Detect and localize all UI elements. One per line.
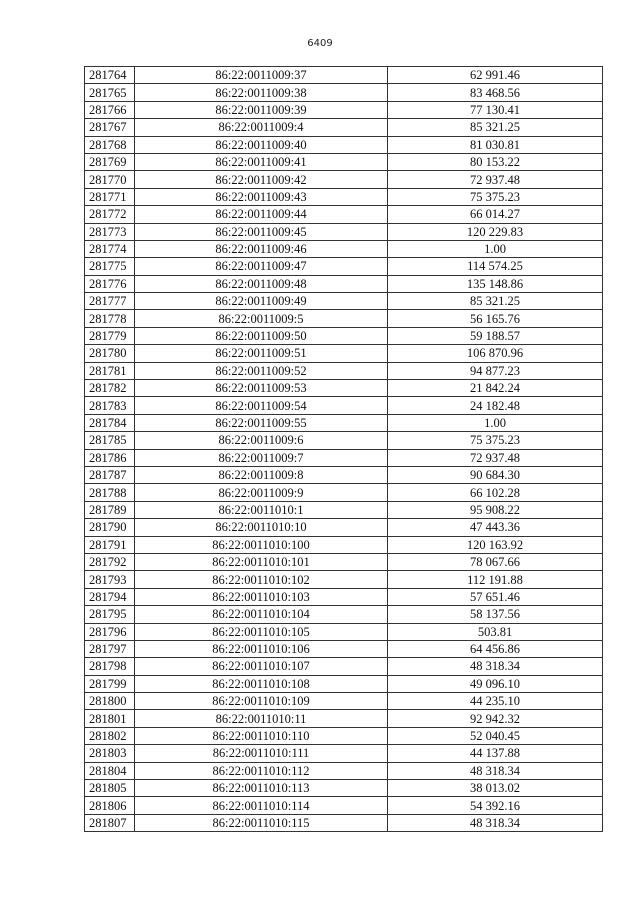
value-cell: 75 375.23 [388,432,603,449]
table-row [85,397,603,414]
cadastral-number-cell: 86:22:0011009:54 [135,397,388,414]
cadastral-number-cell: 86:22:0011010:11 [135,710,388,727]
table-row [85,588,603,605]
record-number-cell: 281788 [85,484,135,501]
record-number-cell: 281784 [85,414,135,431]
table-row [85,571,603,588]
value-cell: 90 684.30 [388,466,603,483]
value-cell: 72 937.48 [388,449,603,466]
table-row [85,67,603,84]
value-cell: 56 165.76 [388,310,603,327]
table-row [85,675,603,692]
record-number-cell: 281797 [85,640,135,657]
cadastral-number-cell: 86:22:0011009:42 [135,171,388,188]
cadastral-number-cell: 86:22:0011009:44 [135,206,388,223]
value-cell: 1.00 [388,240,603,257]
table-row [85,310,603,327]
record-number-cell: 281772 [85,206,135,223]
record-number-cell: 281794 [85,588,135,605]
table-row [85,797,603,814]
record-number-cell: 281767 [85,119,135,136]
record-number-cell: 281801 [85,710,135,727]
table-row [85,258,603,275]
table-row [85,484,603,501]
cadastral-number-cell: 86:22:0011009:40 [135,136,388,153]
cadastral-number-cell: 86:22:0011010:101 [135,553,388,570]
record-number-cell: 281779 [85,327,135,344]
value-cell: 77 130.41 [388,101,603,118]
record-number-cell: 281792 [85,553,135,570]
table-row [85,223,603,240]
cadastral-number-cell: 86:22:0011010:109 [135,693,388,710]
record-number-cell: 281771 [85,188,135,205]
record-number-cell: 281770 [85,171,135,188]
value-cell: 54 392.16 [388,797,603,814]
table-row [85,693,603,710]
record-number-cell: 281787 [85,466,135,483]
table-row [85,501,603,518]
value-cell: 66 014.27 [388,206,603,223]
value-cell: 44 137.88 [388,745,603,762]
cadastral-number-cell: 86:22:0011010:108 [135,675,388,692]
table-row [85,240,603,257]
value-cell: 92 942.32 [388,710,603,727]
value-cell: 44 235.10 [388,693,603,710]
table-row [85,432,603,449]
cadastral-number-cell: 86:22:0011009:4 [135,119,388,136]
record-number-cell: 281805 [85,780,135,797]
value-cell: 62 991.46 [388,67,603,84]
table-row [85,380,603,397]
page-number: 6409 [307,38,333,49]
cadastral-number-cell: 86:22:0011010:100 [135,536,388,553]
cadastral-number-cell: 86:22:0011009:41 [135,153,388,170]
record-number-cell: 281799 [85,675,135,692]
cadastral-number-cell: 86:22:0011009:55 [135,414,388,431]
value-cell: 78 067.66 [388,553,603,570]
value-cell: 85 321.25 [388,293,603,310]
cadastral-number-cell: 86:22:0011009:51 [135,345,388,362]
cadastral-number-cell: 86:22:0011010:105 [135,623,388,640]
value-cell: 24 182.48 [388,397,603,414]
value-cell: 114 574.25 [388,258,603,275]
value-cell: 106 870.96 [388,345,603,362]
value-cell: 66 102.28 [388,484,603,501]
cadastral-number-cell: 86:22:0011010:110 [135,727,388,744]
record-number-cell: 281780 [85,345,135,362]
value-cell: 1.00 [388,414,603,431]
table-row [85,414,603,431]
cadastral-number-cell: 86:22:0011010:115 [135,814,388,831]
table-row [85,171,603,188]
record-number-cell: 281798 [85,658,135,675]
cadastral-number-cell: 86:22:0011009:37 [135,67,388,84]
value-cell: 80 153.22 [388,153,603,170]
value-cell: 120 229.83 [388,223,603,240]
table-row [85,153,603,170]
cadastral-number-cell: 86:22:0011010:1 [135,501,388,518]
record-number-cell: 281790 [85,519,135,536]
cadastral-number-cell: 86:22:0011009:48 [135,275,388,292]
record-number-cell: 281804 [85,762,135,779]
cadastral-number-cell: 86:22:0011009:7 [135,449,388,466]
record-number-cell: 281803 [85,745,135,762]
record-number-cell: 281766 [85,101,135,118]
cadastral-number-cell: 86:22:0011009:46 [135,240,388,257]
record-number-cell: 281773 [85,223,135,240]
record-number-cell: 281785 [85,432,135,449]
table-row [85,745,603,762]
cadastral-number-cell: 86:22:0011010:107 [135,658,388,675]
table-row [85,710,603,727]
record-number-cell: 281774 [85,240,135,257]
table-row [85,84,603,101]
cadastral-number-cell: 86:22:0011009:49 [135,293,388,310]
value-cell: 85 321.25 [388,119,603,136]
cadastral-number-cell: 86:22:0011009:39 [135,101,388,118]
cadastral-number-cell: 86:22:0011009:8 [135,466,388,483]
value-cell: 47 443.36 [388,519,603,536]
record-number-cell: 281800 [85,693,135,710]
table-row [85,362,603,379]
table-row [85,293,603,310]
table-row [85,780,603,797]
value-cell: 48 318.34 [388,658,603,675]
value-cell: 120 163.92 [388,536,603,553]
records-table [84,66,603,832]
value-cell: 49 096.10 [388,675,603,692]
table-row [85,206,603,223]
record-number-cell: 281782 [85,380,135,397]
table-row [85,188,603,205]
cadastral-number-cell: 86:22:0011009:43 [135,188,388,205]
records-table-body [85,67,603,832]
value-cell: 94 877.23 [388,362,603,379]
record-number-cell: 281781 [85,362,135,379]
table-row [85,814,603,831]
table-row [85,275,603,292]
record-number-cell: 281769 [85,153,135,170]
cadastral-number-cell: 86:22:0011009:45 [135,223,388,240]
cadastral-number-cell: 86:22:0011010:111 [135,745,388,762]
cadastral-number-cell: 86:22:0011009:9 [135,484,388,501]
cadastral-number-cell: 86:22:0011010:104 [135,606,388,623]
record-number-cell: 281795 [85,606,135,623]
record-number-cell: 281765 [85,84,135,101]
value-cell: 48 318.34 [388,762,603,779]
value-cell: 135 148.86 [388,275,603,292]
cadastral-number-cell: 86:22:0011010:114 [135,797,388,814]
record-number-cell: 281806 [85,797,135,814]
cadastral-number-cell: 86:22:0011010:106 [135,640,388,657]
value-cell: 21 842.24 [388,380,603,397]
cadastral-number-cell: 86:22:0011010:113 [135,780,388,797]
cadastral-number-cell: 86:22:0011009:50 [135,327,388,344]
table-row [85,119,603,136]
cadastral-number-cell: 86:22:0011009:52 [135,362,388,379]
record-number-cell: 281789 [85,501,135,518]
table-row [85,327,603,344]
table-row [85,519,603,536]
value-cell: 83 468.56 [388,84,603,101]
value-cell: 59 188.57 [388,327,603,344]
table-row [85,536,603,553]
table-row [85,553,603,570]
value-cell: 95 908.22 [388,501,603,518]
value-cell: 58 137.56 [388,606,603,623]
table-row [85,623,603,640]
table-row [85,658,603,675]
table-row [85,101,603,118]
record-number-cell: 281778 [85,310,135,327]
record-number-cell: 281807 [85,814,135,831]
value-cell: 38 013.02 [388,780,603,797]
record-number-cell: 281776 [85,275,135,292]
value-cell: 48 318.34 [388,814,603,831]
record-number-cell: 281796 [85,623,135,640]
value-cell: 503.81 [388,623,603,640]
cadastral-number-cell: 86:22:0011009:6 [135,432,388,449]
table-row [85,136,603,153]
record-number-cell: 281764 [85,67,135,84]
value-cell: 72 937.48 [388,171,603,188]
value-cell: 57 651.46 [388,588,603,605]
cadastral-number-cell: 86:22:0011010:10 [135,519,388,536]
cadastral-number-cell: 86:22:0011009:53 [135,380,388,397]
record-number-cell: 281802 [85,727,135,744]
record-number-cell: 281775 [85,258,135,275]
table-row [85,727,603,744]
record-number-cell: 281791 [85,536,135,553]
table-row [85,606,603,623]
table-row [85,449,603,466]
record-number-cell: 281777 [85,293,135,310]
record-number-cell: 281783 [85,397,135,414]
value-cell: 64 456.86 [388,640,603,657]
table-row [85,466,603,483]
cadastral-number-cell: 86:22:0011010:112 [135,762,388,779]
record-number-cell: 281793 [85,571,135,588]
value-cell: 75 375.23 [388,188,603,205]
value-cell: 112 191.88 [388,571,603,588]
record-number-cell: 281786 [85,449,135,466]
value-cell: 81 030.81 [388,136,603,153]
record-number-cell: 281768 [85,136,135,153]
cadastral-number-cell: 86:22:0011009:38 [135,84,388,101]
cadastral-number-cell: 86:22:0011010:103 [135,588,388,605]
cadastral-number-cell: 86:22:0011010:102 [135,571,388,588]
table-row [85,640,603,657]
table-row [85,345,603,362]
value-cell: 52 040.45 [388,727,603,744]
cadastral-number-cell: 86:22:0011009:47 [135,258,388,275]
cadastral-number-cell: 86:22:0011009:5 [135,310,388,327]
table-row [85,762,603,779]
